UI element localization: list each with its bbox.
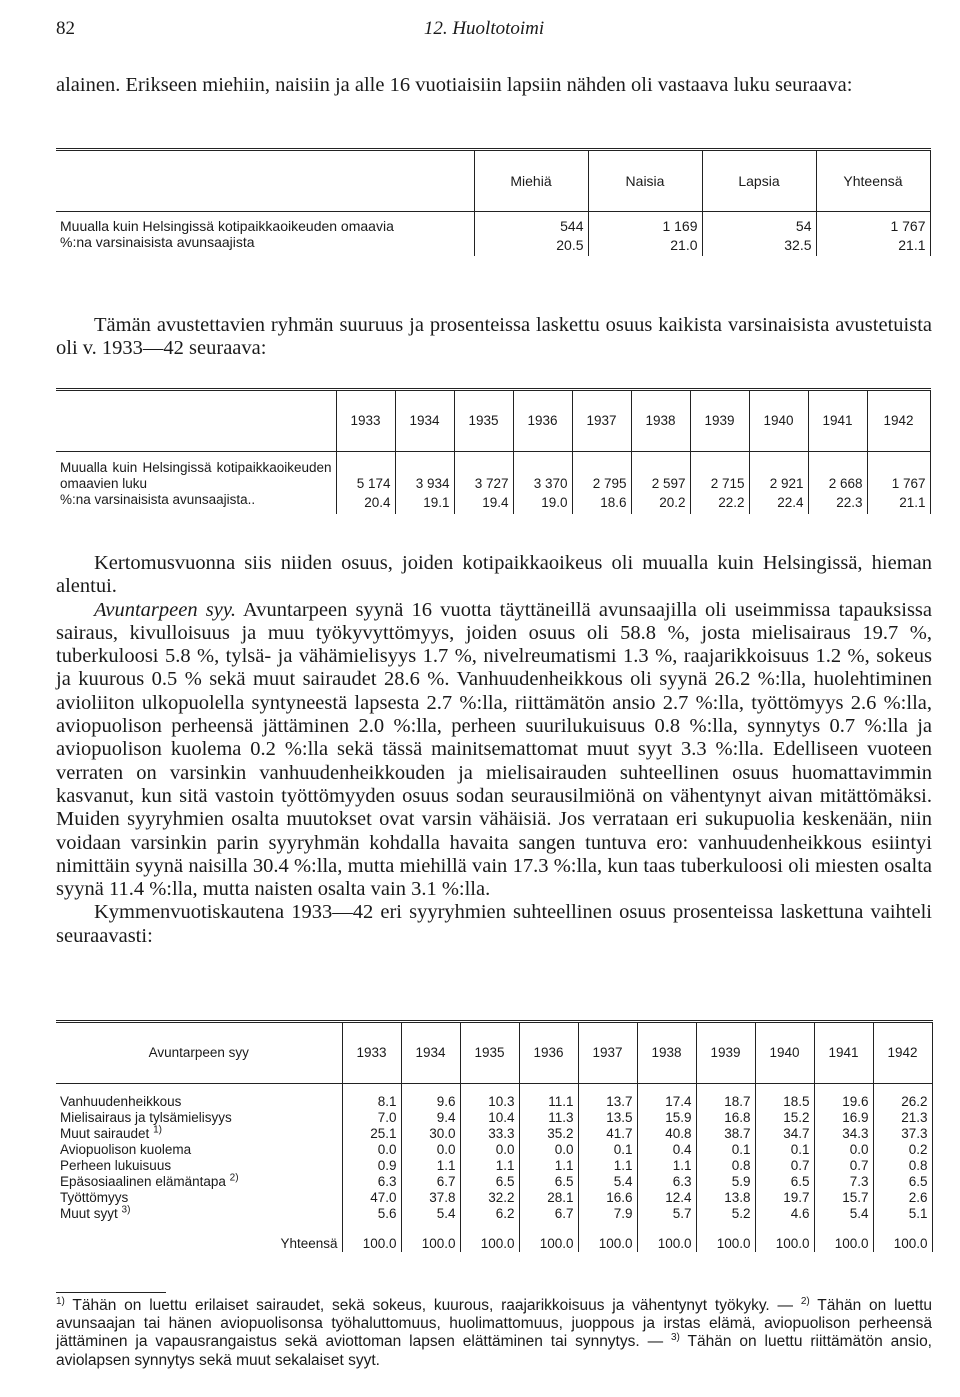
row-label-text: Aviopuolison kuolema: [60, 1142, 192, 1157]
paragraph-text: Tämän avustettavien ryhmän suuruus ja prosenteissa laskettu osuus kaikista varsinaisista avustetuista oli v. 1933—42 seuraava:: [56, 314, 932, 360]
body-text: [56, 552, 932, 948]
table-cell: 5 174: [336, 452, 395, 493]
column-header: 1933: [342, 1022, 401, 1084]
table-row: [56, 1190, 932, 1206]
table-cell: 544: [474, 212, 588, 235]
paragraph-text: alainen. Erikseen miehiin, naisiin ja alle 16 vuotiaisiin lapsiin nähden oli vastaava luku seuraava:: [56, 74, 853, 96]
table-cell: 0.0: [519, 1142, 578, 1158]
table-cause-by-year: [56, 1020, 933, 1252]
row-label-text: Muut syyt: [60, 1206, 118, 1221]
row-label: [56, 1084, 342, 1111]
column-header: Yhteensä: [816, 150, 930, 212]
footnote-text: [56, 1297, 932, 1370]
row-label-text: Vanhuudenheikkous: [60, 1094, 182, 1109]
column-header: 1934: [401, 1022, 460, 1084]
table-cell: 6.7: [519, 1206, 578, 1222]
row-label: Muualla kuin Helsingissä kotipaikkaoikeuden omaavia: [56, 212, 474, 235]
table-cell: 1 767: [816, 212, 930, 235]
table-stub-header: [56, 150, 474, 212]
table-cell: 7.3: [814, 1174, 873, 1190]
table-cell: 100.0: [755, 1222, 814, 1252]
row-label: %:na varsinaisista avunsaajista: [56, 234, 474, 256]
column-header: 1941: [814, 1022, 873, 1084]
table-cell: 13.8: [696, 1190, 755, 1206]
table-cell: 34.3: [814, 1126, 873, 1142]
table-cell: 20.4: [336, 492, 395, 514]
table-cell: 17.4: [637, 1084, 696, 1111]
table-cell: 2 795: [572, 452, 631, 493]
table-foreign-domicile: [56, 148, 931, 256]
table-cell: 3 727: [454, 452, 513, 493]
table-cell: 4.6: [755, 1206, 814, 1222]
page-header: [56, 18, 912, 44]
table-stub-header: Avuntarpeen syy: [56, 1022, 342, 1084]
table-cell: 10.4: [460, 1110, 519, 1126]
table-cell: 3 370: [513, 452, 572, 493]
column-header: 1936: [513, 390, 572, 452]
table-cell: 1.1: [519, 1158, 578, 1174]
table-cell: 0.9: [342, 1158, 401, 1174]
table-cell: 2 668: [808, 452, 867, 493]
table-cell: 19.0: [513, 492, 572, 514]
table-cell: 9.6: [401, 1084, 460, 1111]
table-cell: 5.1: [873, 1206, 932, 1222]
table-row: [56, 1174, 932, 1190]
paragraph-text: Avuntarpeen syynä 16 vuotta täyttäneillä avunsaajilla oli useimmissa tapauksissa sairaus, kivulloisuus ja muu työkyvyttömyys, joiden osuus oli 58.8 %, josta mielisairaus 19.7 %, tuberkuloosi 5.8 %, tylsä- ja vähämielisyys 1.7 %, nivelreumatismi 1.3 %, raajarikkoisuus 1.2 %, sokeus ja kuurous 0.5 % sekä muut sairaudet 28.6 %. Vanhuudenheikkous oli syynä 26.2 %:lla, huolehtiminen avioliiton ulkopuolella syntyneestä lapsesta 2.7 %:lla, riittämätön ansio 2.7 %:lla, työttömyys 2.6 %:lla, aviopuolison perheensä jättäminen 2.0 %:lla, perheen suurilukuisuus 0.8 %:lla, synnytys 0.7 %:lla ja aviopuolison kuolema 0.2 %:lla sekä tässä mainitsemattomat muut syyt 3.3 %:lla. Edelliseen vuoteen verraten on varsinkin vanhuudenheikkouden ja mielisairauden suhteellinen osuus huomattavimmin kasvanut, kun sitä vastoin työttömyyden osuus sodan seurausilmiönä on vähentynyt aivan mitättömäksi. Muiden syyryhmien osalta muutokset ovat varsin vähäisiä. Jos verrataan eri sukupuolia keskenään, niin voidaan varsinkin parin syyryhmän kohdalla havaita sangen tuntuva ero: vanhuudenheikkous esiintyi nimittäin syynä naisilla 30.4 %:lla, mutta miehillä vain 17.3 %:lla, kun taas tuberkuloosi oli miesten osalta syynä 11.4 %:lla, mutta naisten osalta vain 3.1 %:lla.: [56, 598, 933, 901]
table-cell: 100.0: [519, 1222, 578, 1252]
table-cell: 0.4: [637, 1142, 696, 1158]
paragraph-text: Kymmenvuotiskautena 1933—42 eri syyryhmien suhteellinen osuus prosenteissa laskettuna vaihteli seuraavasti:: [56, 901, 932, 947]
row-label: [56, 1126, 342, 1142]
table-cell: 32.5: [702, 234, 816, 256]
table-cell: 21.1: [816, 234, 930, 256]
table-cell: 13.5: [578, 1110, 637, 1126]
table-cell: 32.2: [460, 1190, 519, 1206]
table-cell: 6.5: [519, 1174, 578, 1190]
table-cell: 1.1: [460, 1158, 519, 1174]
footnote-mark: 1): [56, 1295, 65, 1307]
running-head: 12. Huoltotoimi: [423, 18, 545, 39]
paragraph-intro: [56, 74, 912, 97]
table-cell: 100.0: [401, 1222, 460, 1252]
table-cell: 16.8: [696, 1110, 755, 1126]
footnotes: [56, 1292, 932, 1370]
table-cell: 22.4: [749, 492, 808, 514]
table-cell: 21.1: [867, 492, 930, 514]
table-row: [56, 1110, 932, 1126]
table-row: [56, 1158, 932, 1174]
table-cell: 18.5: [755, 1084, 814, 1111]
column-header: 1942: [873, 1022, 932, 1084]
table-cell: 2 597: [631, 452, 690, 493]
table-cell: 18.6: [572, 492, 631, 514]
column-header: Naisia: [588, 150, 702, 212]
column-header: Miehiä: [474, 150, 588, 212]
paragraph-cause: [56, 599, 932, 902]
section-lead: Avuntarpeen syy.: [94, 598, 236, 621]
table-cell: 5.6: [342, 1206, 401, 1222]
table-cell: 15.9: [637, 1110, 696, 1126]
table-row: [56, 1142, 932, 1158]
table-cell: 2 715: [690, 452, 749, 493]
table-cell: 0.2: [873, 1142, 932, 1158]
table-cell: 11.1: [519, 1084, 578, 1111]
row-label-text: Työttömyys: [60, 1190, 129, 1205]
table-cell: 5.2: [696, 1206, 755, 1222]
row-label-text: Perheen lukuisuus: [60, 1158, 172, 1173]
table-cell: 0.1: [755, 1142, 814, 1158]
table-cell: 40.8: [637, 1126, 696, 1142]
column-header: 1938: [637, 1022, 696, 1084]
column-header: 1937: [572, 390, 631, 452]
table-cell: 11.3: [519, 1110, 578, 1126]
table-cell: 9.4: [401, 1110, 460, 1126]
row-label: [56, 1158, 342, 1174]
table-cell: 19.4: [454, 492, 513, 514]
table-stub-header: [56, 390, 336, 452]
table-row: [56, 234, 930, 256]
table-cell: 0.0: [401, 1142, 460, 1158]
table-cell: 15.7: [814, 1190, 873, 1206]
table-yearly-foreign-domicile: [56, 388, 931, 514]
table-cell: 0.7: [755, 1158, 814, 1174]
table-cell: 22.2: [690, 492, 749, 514]
table-cell: 21.0: [588, 234, 702, 256]
table-cell: 100.0: [696, 1222, 755, 1252]
table-cell: 25.1: [342, 1126, 401, 1142]
table-cell: 1.1: [578, 1158, 637, 1174]
table-cell: 35.2: [519, 1126, 578, 1142]
table-cell: 21.3: [873, 1110, 932, 1126]
table-cell: 16.6: [578, 1190, 637, 1206]
table-cell: 6.5: [873, 1174, 932, 1190]
table-cell: 37.8: [401, 1190, 460, 1206]
table-cell: 100.0: [814, 1222, 873, 1252]
table-cell: 100.0: [637, 1222, 696, 1252]
table-cell: 0.7: [814, 1158, 873, 1174]
table-cell: 20.5: [474, 234, 588, 256]
table-cell: 7.9: [578, 1206, 637, 1222]
footnote-mark: 2): [800, 1295, 810, 1307]
table-cell: 16.9: [814, 1110, 873, 1126]
paragraph-text: Kertomusvuonna siis niiden osuus, joiden kotipaikkaoikeus oli muualla kuin Helsingissä, hieman alentui.: [56, 552, 932, 598]
row-label: [56, 1110, 342, 1126]
table-cell: 3 934: [395, 452, 454, 493]
row-label: Muualla kuin Helsingissä kotipaikkaoikeuden omaavien luku: [56, 452, 336, 493]
row-label: %:na varsinaisista avunsaajista..: [56, 492, 336, 514]
table-cell: 20.2: [631, 492, 690, 514]
page-number: 82: [56, 18, 75, 39]
row-label: [56, 1190, 342, 1206]
table-row: [56, 1084, 932, 1111]
table-cell: 6.3: [637, 1174, 696, 1190]
table-cell: 6.7: [401, 1174, 460, 1190]
column-header: 1935: [460, 1022, 519, 1084]
column-header: 1939: [690, 390, 749, 452]
table-cell: 6.3: [342, 1174, 401, 1190]
paragraph-group-size: [56, 314, 932, 361]
table-cell: 7.0: [342, 1110, 401, 1126]
table-cell: 1 169: [588, 212, 702, 235]
table-cell: 5.4: [578, 1174, 637, 1190]
table-row: [56, 1206, 932, 1222]
table-cell: 8.1: [342, 1084, 401, 1111]
table-cell: 19.1: [395, 492, 454, 514]
table-cell: 15.2: [755, 1110, 814, 1126]
row-label: [56, 1174, 342, 1190]
table-cell: 19.6: [814, 1084, 873, 1111]
table-cell: 10.3: [460, 1084, 519, 1111]
column-header: 1937: [578, 1022, 637, 1084]
table-cell: 0.0: [814, 1142, 873, 1158]
column-header: 1936: [519, 1022, 578, 1084]
table-cell: 2.6: [873, 1190, 932, 1206]
row-label: [56, 1142, 342, 1158]
table-cell: 12.4: [637, 1190, 696, 1206]
table-cell: 100.0: [460, 1222, 519, 1252]
table-cell: 41.7: [578, 1126, 637, 1142]
table-cell: 5.4: [814, 1206, 873, 1222]
row-label-text: Mielisairaus ja tylsämielisyys: [60, 1110, 232, 1125]
footnote-1: Tähän on luettu erilaiset sairaudet, sekä sokeus, kuurous, raajarikkoisuus ja vähentynyt työkyky. —: [64, 1297, 801, 1314]
footnote-mark: 1): [153, 1124, 162, 1136]
table-cell: 6.5: [755, 1174, 814, 1190]
column-header: 1933: [336, 390, 395, 452]
table-cell: 13.7: [578, 1084, 637, 1111]
table-cell: 28.1: [519, 1190, 578, 1206]
table-cell: 54: [702, 212, 816, 235]
column-header: 1938: [631, 390, 690, 452]
table-cell: 5.9: [696, 1174, 755, 1190]
footnote-rule: [56, 1292, 166, 1293]
table-cell: 47.0: [342, 1190, 401, 1206]
table-cell: 100.0: [342, 1222, 401, 1252]
table-cell: 0.1: [578, 1142, 637, 1158]
table-cell: 100.0: [873, 1222, 932, 1252]
row-label-text: Epäsosiaalinen elämäntapa: [60, 1174, 226, 1189]
column-header: 1934: [395, 390, 454, 452]
column-header: 1940: [749, 390, 808, 452]
column-header: 1940: [755, 1022, 814, 1084]
table-cell: 0.0: [342, 1142, 401, 1158]
table-cell: 19.7: [755, 1190, 814, 1206]
table-cell: 0.8: [873, 1158, 932, 1174]
column-header: 1942: [867, 390, 930, 452]
total-label: Yhteensä: [56, 1222, 342, 1252]
column-header: 1935: [454, 390, 513, 452]
table-cell: 30.0: [401, 1126, 460, 1142]
table-row: [56, 492, 930, 514]
table-cell: 18.7: [696, 1084, 755, 1111]
table-cell: 22.3: [808, 492, 867, 514]
table-cell: 6.5: [460, 1174, 519, 1190]
column-header: Lapsia: [702, 150, 816, 212]
footnote-mark: 3): [671, 1332, 680, 1344]
table-cell: 0.8: [696, 1158, 755, 1174]
table-cell: 5.4: [401, 1206, 460, 1222]
footnote-mark: 3): [121, 1204, 131, 1216]
table-row: [56, 1126, 932, 1142]
table-cell: 38.7: [696, 1126, 755, 1142]
footnote-2: Tähän on luettu avunsaajan tai hänen aviopuolisonsa työhaluttomuus, huolimattomuus, juoppous ja irstas elämä, aviopuolison perheensä jättäminen ja vapausrangaistus sekä aviottoman lapsen elättäminen tai synnytys. —: [56, 1297, 932, 1351]
table-cell: 26.2: [873, 1084, 932, 1111]
table-cell: 0.1: [696, 1142, 755, 1158]
table-cell: 33.3: [460, 1126, 519, 1142]
column-header: 1941: [808, 390, 867, 452]
table-row: [56, 452, 930, 493]
table-cell: 5.7: [637, 1206, 696, 1222]
column-header: 1939: [696, 1022, 755, 1084]
row-label-text: Muut sairaudet: [60, 1126, 150, 1141]
footnote-3: Tähän on luettu riittämätön ansio, aviolapsen synnytys sekä muut sekalaiset syyt.: [56, 1333, 932, 1369]
table-cell: 6.2: [460, 1206, 519, 1222]
table-cell: 37.3: [873, 1126, 932, 1142]
table-total-row: [56, 1222, 932, 1252]
table-cell: 0.0: [460, 1142, 519, 1158]
row-label: [56, 1206, 342, 1222]
table-cell: 1.1: [637, 1158, 696, 1174]
table-cell: 34.7: [755, 1126, 814, 1142]
table-row: [56, 212, 930, 235]
table-cell: 1 767: [867, 452, 930, 493]
table-cell: 2 921: [749, 452, 808, 493]
table-cell: 100.0: [578, 1222, 637, 1252]
table-cell: 1.1: [401, 1158, 460, 1174]
footnote-mark: 2): [229, 1172, 239, 1184]
